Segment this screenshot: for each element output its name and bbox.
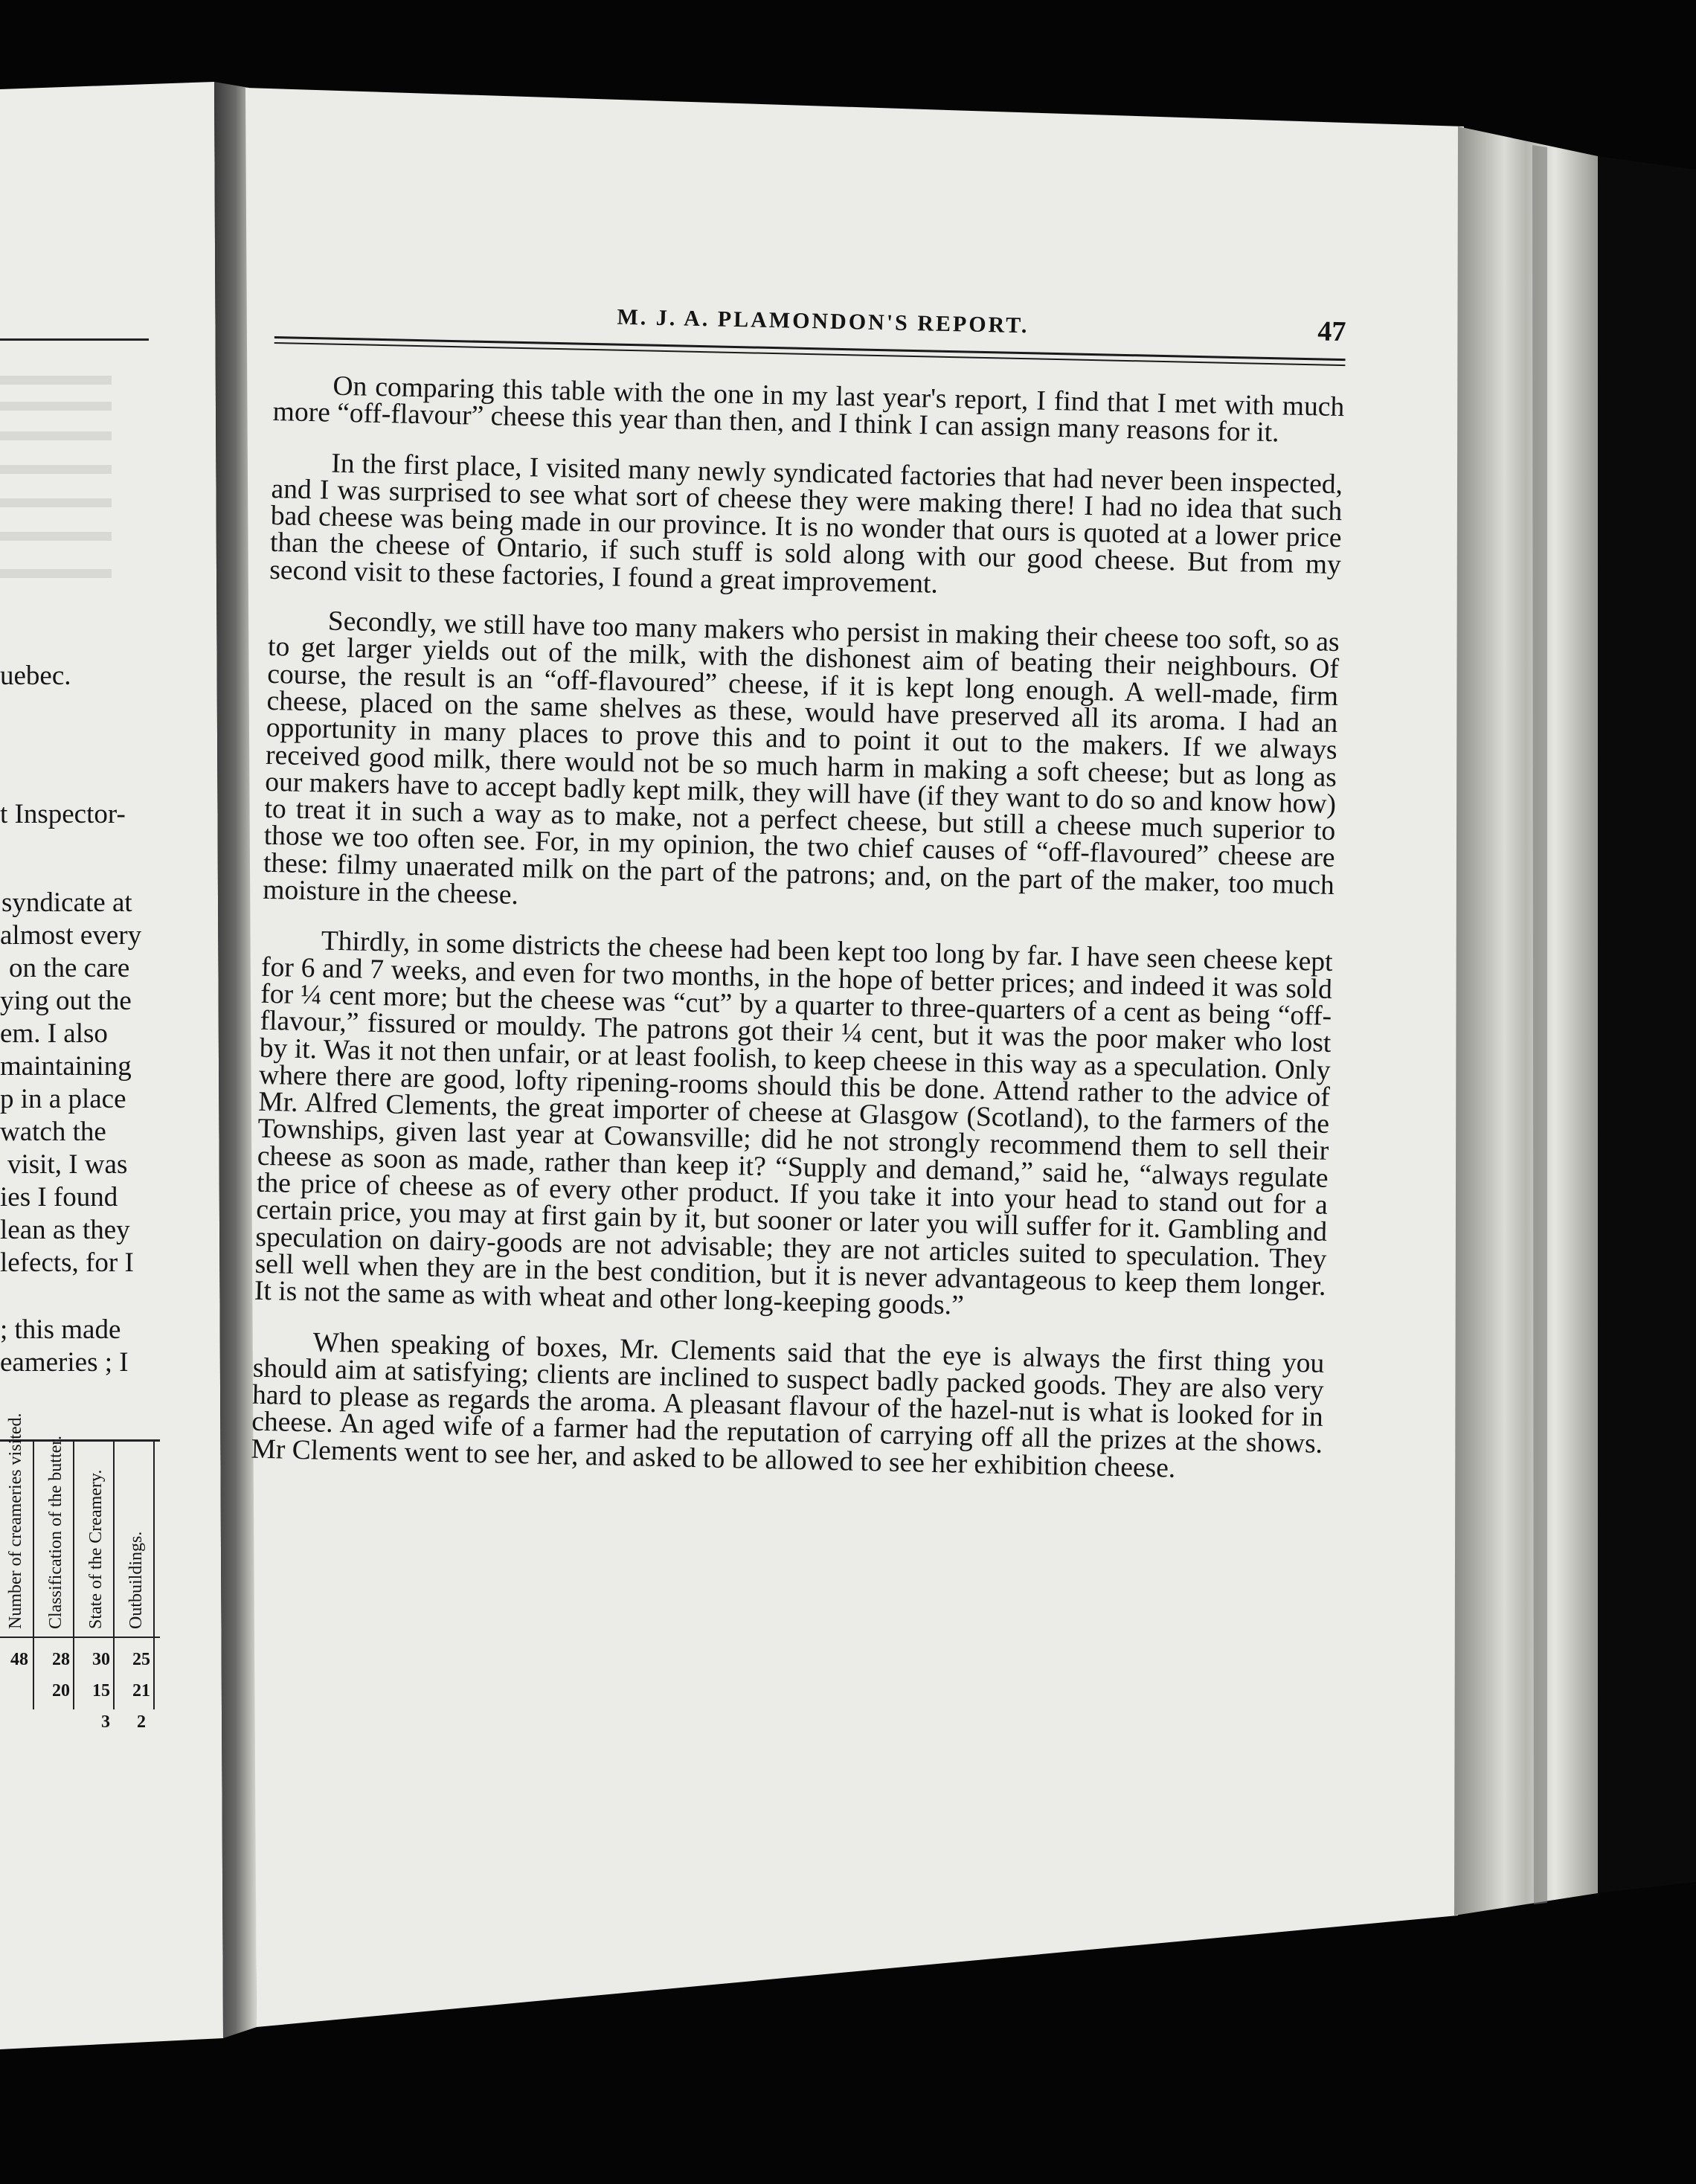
header-rule [274, 336, 1346, 361]
paragraph: In the first place, I visited many newly syndicated factories that had never been inspected, and I was surprised to see what sort of cheese they were making there! I had no idea that such bad cheese was being made in our province. It is no wonder that ours is quoted at a lower price than the cheese of Ontario, if such stuff is sold along with our good cheese. But from my second visit to these factories, I found a great improvement. [269, 448, 1343, 600]
left-fragment: ies I found [0, 1182, 118, 1213]
table-column-rule [33, 1442, 34, 1709]
table-cell: 3 [101, 1712, 110, 1732]
left-page [0, 112, 245, 2038]
left-page-faint-text [0, 402, 112, 411]
paragraph: On comparing this table with the one in my last year's report, I find that I met with much more “off-flavour” cheese this year than then, and I think I can assign many reasons for it. [272, 370, 1345, 449]
left-page-faint-text [0, 532, 112, 541]
table-header: Classification of the butter. [46, 1436, 65, 1629]
table-column-rule [113, 1442, 115, 1709]
table-cell: 15 [92, 1681, 110, 1700]
table-header: Outbuildings. [126, 1531, 146, 1629]
paragraph: Thirdly, in some districts the cheese had been kept too long by far. I have seen cheese kept for 6 and 7 weeks, and even for two months, in the hope of better prices; and indeed it was sold for ¼ cent more; but the cheese was “cut” by a quarter to three-quarters of a cent as being “off-flavour,” fissured or mouldy. The patrons got their ¼ cent, but it was the poor maker who lost by it. Was it not then unfair, or at least foolish, to keep cheese in this way as a speculation. Only where there are good, lofty ripening-rooms should this be done. Attend rather to the advice of Mr. Alfred Clements, the great importer of cheese at Glasgow (Scotland), to the farmers of the Townships, given last year at Cowansville; did he not strongly recommend them to sell their cheese as soon as made, rather than keep it? “Supply and demand,” said he, “always regulate the price of cheese as of every other product. If you take it into your head to stand out for a certain price, you may at first gain by it, but sooner or later you will suffer for it. Gambling and speculation on dairy-goods are not advisable; they are not articles suited to speculation. They sell well when they are in the best condition, but it is never advantageous to keep them longer. It is not the same as with wheat and other long-keeping goods.” [254, 925, 1334, 1321]
left-page-faint-text [0, 431, 112, 440]
left-page-faint-text [0, 465, 112, 474]
table-cell: 2 [137, 1712, 146, 1732]
left-fragment: p in a place [0, 1084, 126, 1114]
left-fragment: watch the [0, 1117, 106, 1147]
left-fragment: almost every [0, 920, 142, 951]
page-body [251, 372, 1345, 1509]
left-page-faint-text [0, 376, 112, 385]
table-cell: 25 [132, 1650, 150, 1669]
running-head-title: M. J. A. PLAMONDON'S REPORT. [617, 304, 1030, 338]
left-page-faint-text [0, 569, 112, 578]
paragraph: Secondly, we still have too many makers who persist in making their cheese too soft, so as to get larger yields out of the milk, with the dishonest aim of beating their neighbours. Of course, the result is an “off-flavoured” cheese, if it is kept long enough. A well-made, firm cheese, placed on the same shelves as these, would have preserved all its aroma. I had an opportunity in many places to prove this and to point it out to the makers. If we always received good milk, there would not be so much harm in making a soft cheese; but as long as our makers have to accept badly kept milk, they will have (if they want to do so and know how) to treat it in such a way as to make, not a perfect cheese, but still a cheese much superior to those we too often see. For, in my opinion, the two chief causes of “off-flavoured” cheese are these: filmy unaerated milk on the part of the patrons; and, on the part of the maker, too much moisture in the cheese. [262, 606, 1340, 911]
left-fragment: uebec. [0, 661, 71, 691]
right-page [240, 298, 1346, 2001]
table-cell: 21 [132, 1681, 150, 1700]
table-column-rule [153, 1442, 155, 1709]
table-cell: 28 [52, 1650, 70, 1669]
left-fragment: syndicate at [1, 887, 132, 918]
table-header: State of the Creamery. [86, 1469, 106, 1629]
table-header-rule [0, 1637, 160, 1638]
page-number: 47 [1317, 315, 1346, 348]
left-page-rule [0, 338, 149, 341]
left-fragment: lean as they [0, 1215, 130, 1245]
left-fragment: t Inspector- [0, 799, 126, 829]
left-fragment: ; this made [0, 1314, 121, 1345]
left-fragment: visit, I was [7, 1149, 128, 1180]
table-cell: 20 [52, 1681, 70, 1700]
paragraph: When speaking of boxes, Mr. Clements said that the eye is always the first thing you should aim at satisfying; clients are inclined to suspect badly packed goods. They are also very hard to please as regards the aroma. A pleasant flavour of the hazel-nut is what is looked for in cheese. An aged wife of a farmer had the reputation of carrying off all the prizes at the shows. Mr Clements went to see her, and asked to be allowed to see her exhibition cheese. [251, 1326, 1325, 1484]
table-cell: 30 [92, 1650, 110, 1669]
left-fragment: maintaining [0, 1051, 132, 1082]
left-fragment: ying out the [0, 986, 132, 1016]
left-fragment: em. I also [0, 1018, 108, 1049]
table-header: Number of creameries visited. [6, 1413, 25, 1629]
left-page-faint-text [0, 498, 112, 507]
table-cell: 48 [10, 1650, 28, 1669]
left-fragment: eameries ; I [0, 1347, 129, 1378]
table-column-rule [73, 1442, 74, 1709]
header-rule [274, 342, 1346, 366]
left-fragment: lefects, for I [0, 1247, 134, 1278]
left-fragment: on the care [9, 953, 130, 983]
